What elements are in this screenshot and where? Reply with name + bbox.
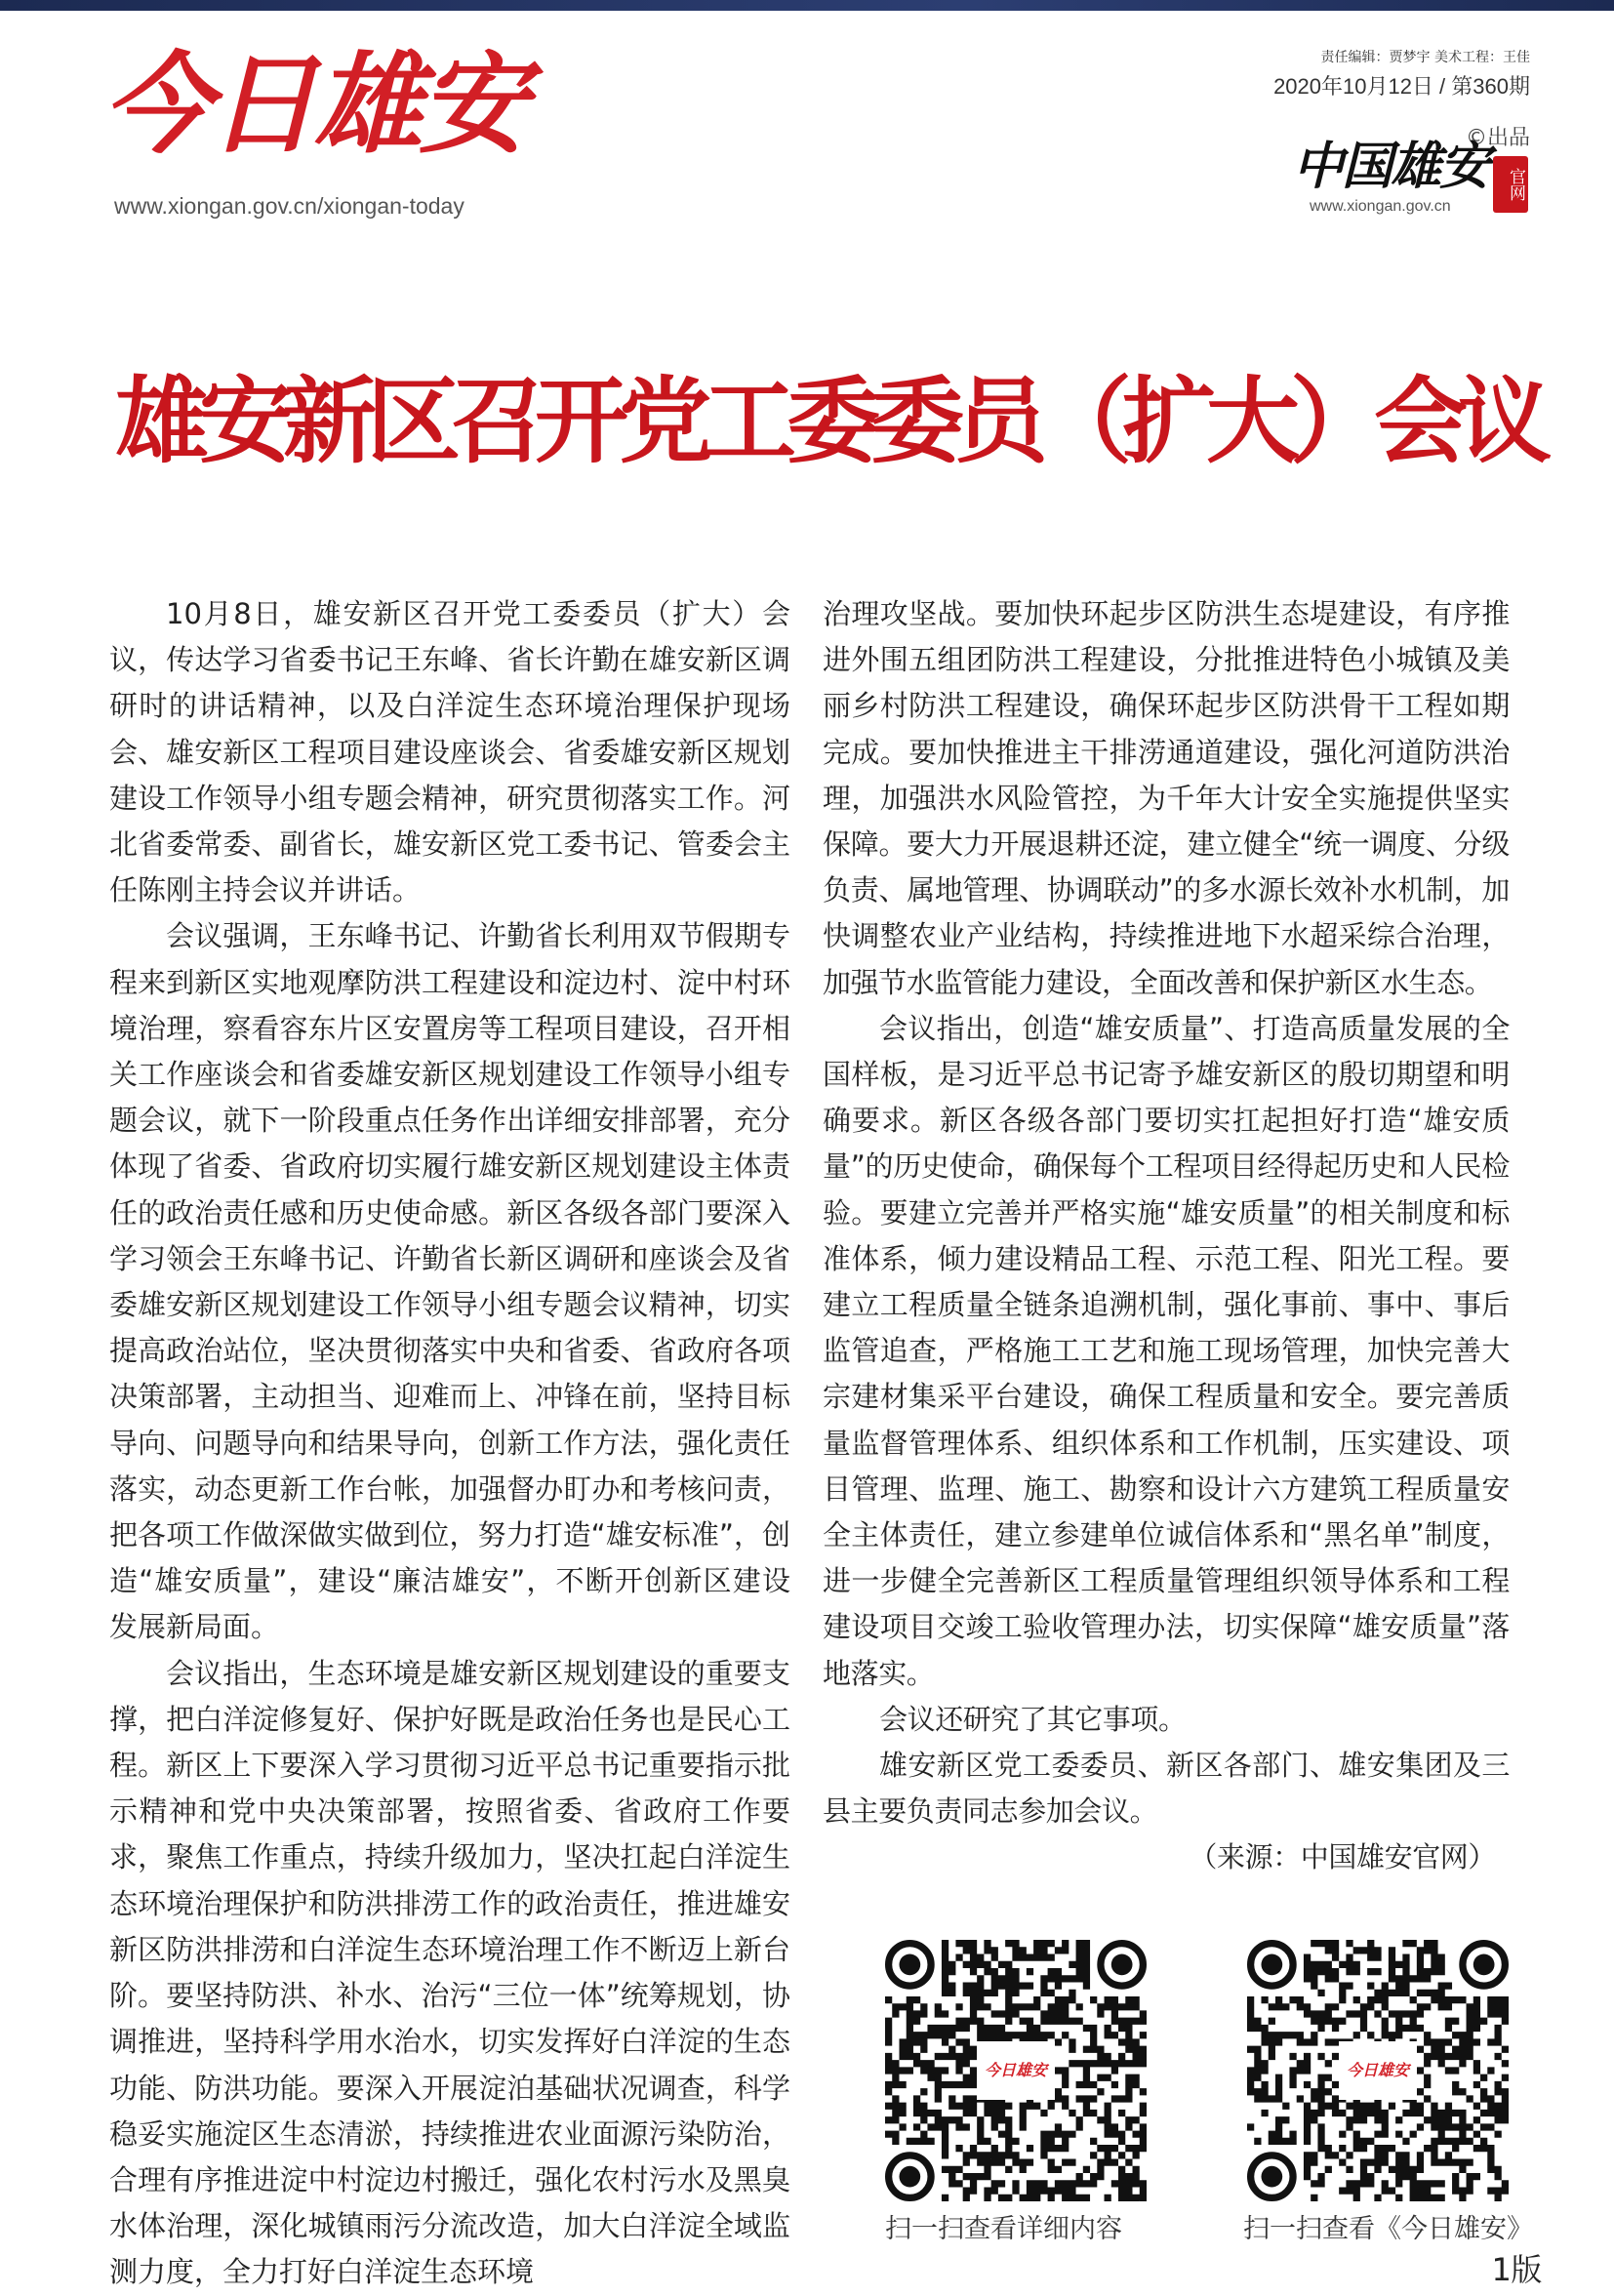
headline: 雄安新区召开党工委委员（扩大）会议 — [115, 366, 1542, 476]
qr-finder-dot — [1111, 1954, 1133, 1975]
publisher-url: www.xiongan.gov.cn — [1310, 198, 1451, 215]
qr-caption-details: 扫一扫查看详细内容 — [885, 2213, 1122, 2244]
paragraph: 会议还研究了其它事项。 — [879, 1702, 1187, 1736]
article-column-left — [109, 591, 790, 2296]
editors-credit: 责任编辑：贾梦宇 美术工程：王佳 — [1320, 50, 1530, 65]
paragraph: 会议指出，生态环境是雄安新区规划建设的重要支撑，把白洋淀修复好、保护好既是政治任务也是民心工程。新区上下要深入学习贯彻习近平总书记重要指示批示精神和党中央决策部署，按照省委、省政府工作要求，聚焦工作重点，持续升级加力，坚决扛起白洋淀生态环境治理保护和防洪排涝工作的政治责任，推进雄安新区防洪排涝和白洋淀生态环境治理工作不断迈上新台阶。要坚持防洪、补水、治污“三位一体”统筹规划，协调推进，坚持科学用水治水，切实发挥好白洋淀的生态功能、防洪功能。要深入开展淀泊基础状况调查，科学稳妥实施淀区生态清淤，持续推进农业面源污染防治，合理有序推进淀中村淀边村搬迁，强化农村污水及黑臭水体治理，深化城镇雨污分流改造，加大白洋淀全域监测力度，全力打好白洋淀生态环境 — [109, 1656, 790, 2289]
issue-date: 2020年10月12日 / 第360期 — [1273, 74, 1530, 99]
publisher-logo: 中国雄安 — [1293, 137, 1489, 196]
paragraph-continuation: 治理攻坚战。要加快环起步区防洪生态堤建设，有序推进外围五组团防洪工程建设，分批推进特色小城镇及美丽乡村防洪工程建设，确保环起步区防洪骨干工程如期完成。要加快推进主干排涝通道建设，强化河道防洪治理，加强洪水风险管控，为千年大计安全实施提供坚实保障。要大力开展退耕还淀，建立健全“统一调度、分级负责、属地管理、协调联动”的多水源长效补水机制，加快调整农业产业结构，持续推进地下水超采综合治理，加强节水监管能力建设，全面改善和保护新区水生态。 — [823, 597, 1510, 999]
page-number: 1版 — [1491, 2250, 1542, 2288]
qr-finder-dot — [1261, 2165, 1282, 2187]
masthead-logo: 今日雄安 — [102, 41, 524, 169]
qr-caption-today: 扫一扫查看《今日雄安》 — [1243, 2213, 1533, 2244]
official-seal: 官网 — [1493, 156, 1528, 213]
qr-code-today[interactable] — [1247, 1940, 1509, 2201]
paragraph: 会议指出，创造“雄安质量”、打造高质量发展的全国样板，是习近平总书记寄予雄安新区的殷切期望和明确要求。新区各级各部门要切实扛起担好打造“雄安质量”的历史使命，确保每个工程项目经得起历史和人民检验。要建立完善并严格实施“雄安质量”的相关制度和标准体系，倾力建设精品工程、示范工程、阳光工程。要建立工程质量全链条追溯机制，强化事前、事中、事后监管追查，严格施工工艺和施工现场管理，加快完善大宗建材集采平台建设，确保工程质量和安全。要完善质量监督管理体系、组织体系和工作机制，压实建设、项目管理、监理、施工、勘察和设计六方建筑工程质量安全主体责任，建立参建单位诚信体系和“黑名单”制度，进一步健全完善新区工程质量管理组织领导体系和工程建设项目交竣工验收管理办法，切实保障“雄安质量”落地落实。 — [823, 1011, 1510, 1690]
qr-finder-dot — [899, 1954, 920, 1975]
qr-item-today — [1243, 1940, 1533, 2246]
qr-finder-dot — [1261, 1954, 1282, 1975]
paragraph: 雄安新区党工委委员、新区各部门、雄安集团及三县主要负责同志参加会议。 — [823, 1749, 1510, 1829]
article-column-right — [823, 591, 1542, 2289]
paragraph: 会议强调，王东峰书记、许勤省长利用双节假期专程来到新区实地观摩防洪工程建设和淀边村、淀中村环境治理，察看容东片区安置房等工程项目建设，召开相关工作座谈会和省委雄安新区规划建设工作领导小组专题会议，就下一阶段重点任务作出详细安排部署，充分体现了省委、省政府切实履行雄安新区规划建设主体责任的政治责任感和历史使命感。新区各级各部门要深入学习领会王东峰书记、许勤省长新区调研和座谈会及省委雄安新区规划建设工作领导小组专题会议精神，切实提高政治站位，坚决贯彻落实中央和省委、省政府各项决策部署，主动担当、迎难而上、冲锋在前，坚持目标导向、问题导向和结果导向，创新工作方法，强化责任落实，动态更新工作台帐，加强督办盯办和考核问责，把各项工作做深做实做到位，努力打造“雄安标准”，创造“雄安质量”，建设“廉洁雄安”，不断开创新区建设发展新局面。 — [109, 919, 790, 1644]
qr-finder-dot — [1473, 1954, 1495, 1975]
paragraph: 10月8日，雄安新区召开党工委委员（扩大）会议，传达学习省委书记王东峰、省长许勤在雄安新区调研时的讲话精神，以及白洋淀生态环境治理保护现场会、雄安新区工程项目建设座谈会、省委雄安新区规划建设工作领导小组专题会精神，研究贯彻落实工作。河北省委常委、副省长，雄安新区党工委书记、管委会主任陈刚主持会议并讲话。 — [109, 597, 790, 907]
article-source: （来源：中国雄安官网） — [1189, 1840, 1496, 1874]
qr-code-details[interactable] — [885, 1940, 1147, 2201]
qr-code-row — [823, 1940, 1533, 2246]
produced-by: ©出品 — [1465, 126, 1530, 150]
qr-badge: 今日雄安 — [1339, 2041, 1417, 2100]
qr-item-details — [885, 1940, 1147, 2246]
masthead-url: www.xiongan.gov.cn/xiongan-today — [114, 193, 464, 219]
qr-finder-dot — [899, 2165, 920, 2187]
qr-badge: 今日雄安 — [977, 2041, 1055, 2100]
top-color-bar — [0, 0, 1614, 11]
